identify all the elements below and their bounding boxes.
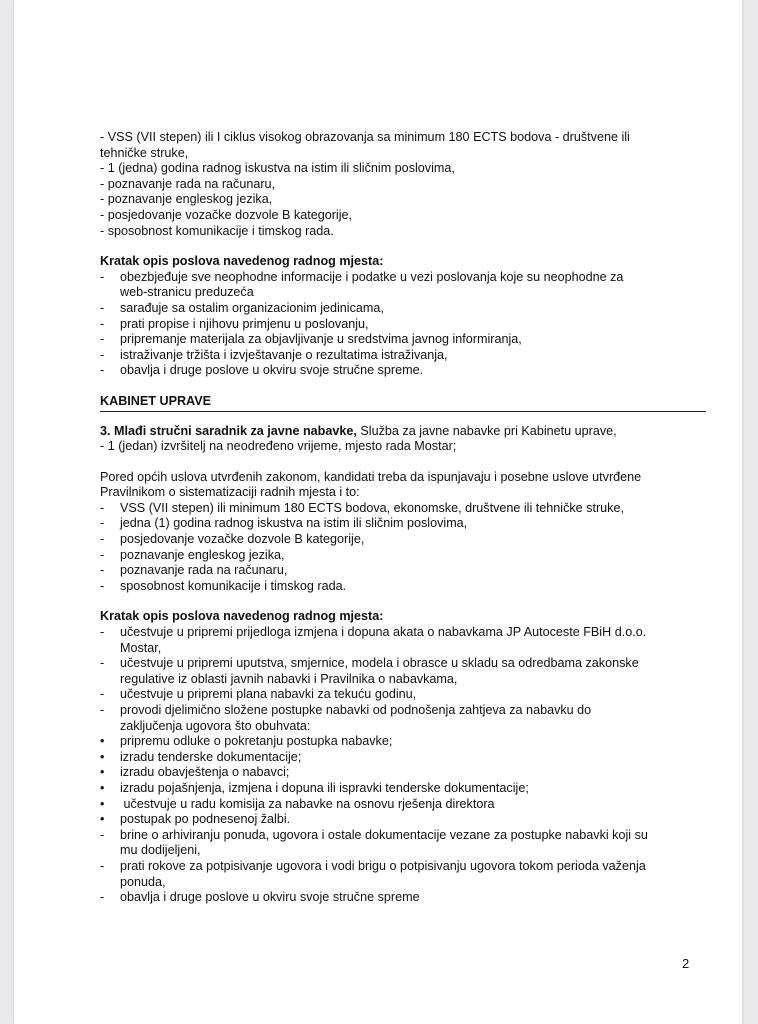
requirement-line: - poznavanje rada na računaru,	[100, 176, 276, 191]
bullet-text: pripremu odluke o pokretanju postupka nabavke;	[120, 734, 393, 749]
requirements-list-2	[100, 501, 706, 595]
bullet-text: izradu pojašnjenja, izmjena i dopuna ili ispravki tenderske dokumentacije;	[120, 780, 529, 795]
duty-item	[100, 687, 706, 703]
duties-list-1	[100, 270, 706, 379]
dash-marker: -	[100, 687, 105, 702]
dash-marker: -	[100, 890, 105, 905]
duty-text: obezbjeđuje sve neophodne informacije i podatke u vezi poslovanja koje su neophodne za	[120, 269, 624, 284]
dash-marker: -	[100, 656, 105, 671]
duty-item	[100, 332, 706, 348]
duty-text: učestvuje u pripremi prijedloga izmjena i dopuna akata o nabavkama JP Autoceste FBiH d.o.o.	[120, 625, 647, 640]
page-number: 2	[682, 956, 690, 971]
page-content	[100, 130, 706, 906]
bullet-icon: •	[100, 765, 105, 780]
duty-item	[100, 270, 706, 301]
dash-marker: -	[100, 363, 105, 378]
duty-item	[100, 656, 706, 687]
requirement-text: sposobnost komunikacije i timskog rada.	[120, 578, 347, 593]
requirement-item	[100, 516, 706, 532]
requirement-text: VSS (VII stepen) ili minimum 180 ECTS bodova, ekonomske, društvene ili tehničke struke,	[120, 500, 624, 515]
bullet-item	[100, 765, 706, 781]
requirement-line: tehničke struke,	[100, 145, 189, 160]
requirement-item	[100, 563, 706, 579]
dash-marker: -	[100, 625, 105, 640]
duty-text: istraživanje tržišta i izvještavanje o rezultatima istraživanja,	[120, 347, 448, 362]
duty-item	[100, 828, 706, 859]
intro-text: Pravilnikom o sistematizaciji radnih mjesta i to:	[100, 485, 360, 500]
duty-item	[100, 363, 706, 379]
duties-heading: Kratak opis poslova navedenog radnog mjesta:	[100, 254, 384, 269]
section-title: KABINET UPRAVE	[100, 394, 706, 412]
duty-text-continued: regulative iz oblasti javnih nabavki i Pravilnika o nabavkama,	[120, 671, 458, 686]
document-page	[14, 0, 742, 1024]
bullet-item	[100, 797, 706, 813]
requirement-line: - sposobnost komunikacije i timskog rada.	[100, 223, 334, 238]
bullet-item	[100, 781, 706, 797]
requirement-line: - 1 (jedna) godina radnog iskustva na istim ili sličnim poslovima,	[100, 161, 455, 176]
requirement-item	[100, 548, 706, 564]
requirement-text: jedna (1) godina radnog iskustva na istim ili sličnim poslovima,	[120, 516, 468, 531]
requirement-item	[100, 579, 706, 595]
duty-text-continued: ponuda,	[120, 874, 166, 889]
duty-text: obavlja i druge poslove u okviru svoje stručne spreme	[120, 890, 420, 905]
requirement-line: - poznavanje engleskog jezika,	[100, 192, 273, 207]
dash-marker: -	[100, 547, 105, 562]
duties-heading: Kratak opis poslova navedenog radnog mjesta:	[100, 609, 384, 624]
bullet-text: učestvuje u radu komisija za nabavke na osnovu rješenja direktora	[120, 796, 495, 811]
duty-item	[100, 301, 706, 317]
bullet-item	[100, 812, 706, 828]
dash-marker: -	[100, 269, 105, 284]
duty-item	[100, 317, 706, 333]
bullet-text: postupak po podnesenoj žalbi.	[120, 812, 291, 827]
bullet-text: izradu obavještenja o nabavci;	[120, 765, 290, 780]
bullet-item	[100, 750, 706, 766]
position-title	[100, 424, 706, 440]
duty-text: prati rokove za potpisivanje ugovora i vodi brigu o potpisivanju ugovora tokom perioda važenja	[120, 858, 646, 873]
dash-marker: -	[100, 703, 105, 717]
bullet-icon: •	[100, 749, 105, 764]
dash-marker: -	[100, 300, 105, 315]
bullet-icon: •	[100, 780, 105, 795]
duties-list-2	[100, 625, 706, 906]
dash-marker: -	[100, 578, 105, 593]
dash-marker: -	[100, 347, 105, 362]
duty-text: provodi djelimično složene postupke nabavki od podnošenja zahtjeva za nabavku do	[120, 703, 592, 717]
duty-text: pripremanje materijala za objavljivanje u sredstvima javnog informiranja,	[120, 332, 522, 347]
duty-item	[100, 859, 706, 890]
dash-marker: -	[100, 532, 105, 547]
duty-text: obavlja i druge poslove u okviru svoje stručne spreme.	[120, 363, 424, 378]
duty-item	[100, 625, 706, 656]
duty-item	[100, 348, 706, 364]
requirement-item	[100, 532, 706, 548]
duty-text: sarađuje sa ostalim organizacionim jedinicama,	[120, 300, 384, 315]
requirement-text: poznavanje engleskog jezika,	[120, 547, 285, 562]
intro-text: Pored općih uslova utvrđenih zakonom, kandidati treba da ispunjavaju i posebne uslove utvrđene	[100, 469, 642, 484]
dash-marker: -	[100, 563, 105, 578]
dash-marker: -	[100, 332, 105, 347]
duty-text: učestvuje u pripremi uputstva, smjernice, modela i obrasce u skladu sa odredbama zakonske	[120, 656, 639, 671]
duty-text-continued: Mostar,	[120, 640, 162, 655]
bullet-icon: •	[100, 734, 105, 749]
position-detail: - 1 (jedan) izvršitelj na neodređeno vrijeme, mjesto rada Mostar;	[100, 439, 457, 454]
bullet-item	[100, 734, 706, 750]
bullet-text: izradu tenderske dokumentacije;	[120, 749, 302, 764]
requirement-line: - VSS (VII stepen) ili I ciklus visokog obrazovanja sa minimum 180 ECTS bodova - društvene ili	[100, 130, 630, 144]
duty-item	[100, 703, 706, 734]
duty-item	[100, 890, 706, 906]
bullet-icon: •	[100, 796, 105, 811]
duty-text: učestvuje u pripremi plana nabavki za tekuću godinu,	[120, 687, 417, 702]
dash-marker: -	[100, 827, 105, 842]
duty-text-continued: web-stranicu preduzeća	[120, 285, 254, 300]
duty-text-continued: mu dodijeljeni,	[120, 843, 201, 858]
dash-marker: -	[100, 316, 105, 331]
dash-marker: -	[100, 516, 105, 531]
position-title-bold: 3. Mlađi stručni saradnik za javne nabavke,	[100, 423, 357, 438]
requirement-text: poznavanje rada na računaru,	[120, 563, 288, 578]
requirement-text: posjedovanje vozačke dozvole B kategorije,	[120, 532, 365, 547]
requirement-line: - posjedovanje vozačke dozvole B kategorije,	[100, 207, 353, 222]
requirements-list-1	[100, 130, 706, 239]
requirement-item	[100, 501, 706, 517]
position-title-rest: Služba za javne nabavke pri Kabinetu uprave,	[356, 423, 617, 438]
duty-text: brine o arhiviranju ponuda, ugovora i ostale dokumentacije vezane za postupke nabavki koji su	[120, 827, 648, 842]
dash-marker: -	[100, 500, 105, 515]
duty-text-continued: zaključenja ugovora što obuhvata:	[120, 718, 311, 733]
duty-text: prati propise i njihovu primjenu u poslovanju,	[120, 316, 369, 331]
bullet-icon: •	[100, 812, 105, 827]
dash-marker: -	[100, 858, 105, 873]
